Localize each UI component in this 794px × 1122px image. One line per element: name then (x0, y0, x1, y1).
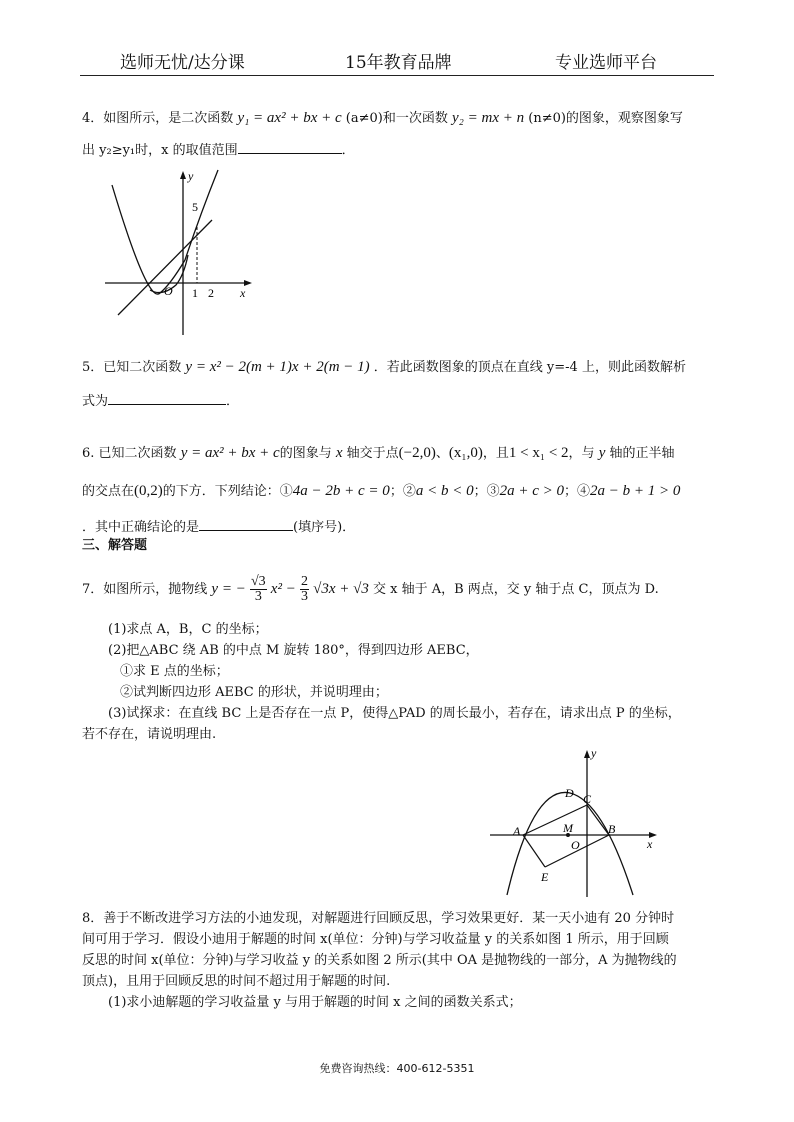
q7-label-o: O (571, 838, 580, 852)
q6-c3pre: ；③ (473, 484, 500, 499)
q4-label-y: y (188, 169, 194, 183)
q4-text3: (n≠0)的图象，观察图象写 (528, 111, 683, 126)
q4-answer-blank[interactable] (238, 139, 342, 154)
q4-end: ． (341, 143, 355, 158)
header-brand: 选师无忧/达分课 (120, 53, 245, 73)
q5-end: ． (226, 394, 240, 409)
q6-c4pre: ；④ (564, 484, 591, 499)
q6-line1 (82, 443, 675, 464)
q8-line5: (1)求小迪解题的学习收益量 y 与用于解题的时间 x 之间的函数关系式； (108, 995, 522, 1010)
q4-label-origin: O (164, 284, 173, 298)
q4-text1: 如图所示，是二次函数 (103, 111, 234, 126)
q7-label-y: y (591, 746, 597, 760)
q6-point2: (x₁,0) (448, 445, 483, 461)
q7-sub2a: ①求 E 点的坐标； (120, 664, 229, 679)
q4-label-x: x (240, 286, 246, 300)
q7-sub1: (1)求点 A，B，C 的坐标； (108, 622, 268, 637)
q7-label-b: B (608, 822, 616, 836)
q7-label-e: E (541, 870, 549, 884)
q7-formula-y: y = − (211, 581, 246, 597)
q6-c2pre: ；② (389, 484, 416, 499)
q6-line2 (82, 481, 680, 502)
q4-line2 (82, 139, 355, 161)
q6-line3 (82, 516, 355, 538)
header-slogan: 15年教育品牌 (345, 53, 452, 73)
q6-l3a: ．其中正确结论的是 (82, 520, 200, 535)
q7-graph (485, 745, 665, 900)
header-platform: 专业选师平台 (555, 53, 657, 73)
q7-segment-cb (587, 805, 609, 835)
q6-text5: ，与 (568, 446, 595, 461)
q5-text1: 5．已知二次函数 (82, 360, 182, 375)
q7-sub3: (3)试探求：在直线 BC 上是否存在一点 P，使得△PAD 的周长最小，若存在，请求出点 P 的坐标， (108, 706, 681, 721)
q4-line (118, 220, 212, 315)
q7-frac1: $\frac{√3}{3}$ (250, 574, 266, 604)
q6-conclusion3: 2a + c > 0 (499, 483, 564, 499)
q6-x: x (335, 445, 343, 461)
q4-formula2: y₂ = mx + n (452, 110, 525, 126)
section-heading: 三、解答题 (82, 538, 148, 553)
q5-text2: ．若此函数图象的顶点在直线 y=-4 上，则此函数解析 (373, 360, 686, 375)
q8-line2: 间可用于学习．假设小迪用于解题的时间 x(单位：分钟)与学习收益量 y 的关系如图 1 所示，用于回顾 (82, 932, 669, 947)
q6-point3: (0,2) (134, 483, 163, 499)
q7-segment-ae (523, 835, 545, 867)
q4-number: 4． (82, 111, 104, 126)
q6-text3: 轴交于点 (346, 446, 399, 461)
q8-line3: 反思的时间 x(单位：分钟)与学习收益 y 的关系如图 2 所示(其中 OA 是抛物线的一部分，A 为抛物线的 (82, 953, 677, 968)
q6-conclusion1: 4a − 2b + c = 0 (292, 483, 390, 499)
q7-line1 (82, 575, 659, 604)
q4-parabola (112, 170, 218, 294)
q6-conclusion4: 2a − b + 1 > 0 (590, 483, 681, 499)
q7-sub2: (2)把△ABC 绕 AB 的中点 M 旋转 180°，得到四边形 AEBC， (108, 643, 479, 658)
q6-answer-blank[interactable] (199, 516, 293, 531)
q6-y: y (598, 445, 606, 461)
q6-sep: 、 (435, 446, 449, 461)
q7-sub2b: ②试判断四边形 AEBC 的形状，并说明理由； (120, 685, 388, 700)
q6-l2b: 的下方．下列结论：① (162, 484, 293, 499)
q7-parabola (507, 792, 633, 895)
q6-formula: y = ax² + bx + c (180, 445, 280, 461)
q8-line4: 顶点)，且用于回顾反思的时间不超过用于解题的时间. (82, 974, 391, 989)
q5-answer-blank[interactable] (108, 390, 226, 405)
q4-text2: (a≠0)和一次函数 (345, 111, 448, 126)
q4-graph (100, 165, 260, 340)
q6-l3b: (填序号)． (293, 520, 356, 535)
q5-formula: y = x² − 2(m + 1)x + 2(m − 1) (185, 359, 370, 375)
q5-text3: 式为 (82, 394, 109, 409)
q4-line1 (82, 108, 683, 129)
q5-line1 (82, 357, 686, 378)
q7-y-arrow (584, 750, 590, 758)
q6-text6: 轴的正半轴 (609, 446, 675, 461)
q4-label-5: 5 (192, 200, 198, 214)
q4-label-1: 1 (192, 286, 198, 300)
q6-text1: 6. 已知二次函数 (82, 446, 177, 461)
q7-label-d: D (565, 786, 574, 800)
header-divider (80, 75, 714, 76)
q7-sub3b: 若不存在，请说明理由. (82, 727, 217, 742)
q6-l2a: 的交点在 (82, 484, 135, 499)
q7-label-a: A (513, 824, 521, 838)
q7-label-x: x (647, 837, 653, 851)
q5-line2 (82, 390, 239, 412)
q6-text2: 的图象与 (279, 446, 332, 461)
q4-question: 出 y₂≥y₁时，x 的取值范围 (82, 143, 238, 158)
q6-conclusion2: a < b < 0 (415, 483, 474, 499)
q7-label-c: C (583, 792, 592, 806)
q4-y-arrow (180, 171, 186, 179)
q6-text4: ，且 (482, 446, 509, 461)
q7-formula-x2: x² − (270, 581, 296, 597)
q7-frac2: $\frac{2}{3}$ (300, 574, 308, 604)
q4-formula1: y₁ = ax² + bx + c (237, 110, 342, 126)
q6-point1: (−2,0) (398, 445, 436, 461)
q7-label-m: M (563, 821, 573, 835)
q4-label-2: 2 (208, 286, 214, 300)
q8-line1: 8．善于不断改进学习方法的小迪发现，对解题进行回顾反思，学习效果更好．某一天小迪有 20 分钟时 (82, 911, 675, 926)
q7-text1: 7．如图所示，抛物线 (82, 582, 208, 597)
footer-hotline: 免费咨询热线：400-612-5351 (319, 1062, 475, 1075)
q6-condition: 1 < x₁ < 2 (508, 445, 569, 461)
q7-formula-x: √3x + √3 (313, 581, 369, 597)
q7-text2: 交 x 轴于 A，B 两点，交 y 轴于点 C，顶点为 D. (373, 582, 659, 597)
